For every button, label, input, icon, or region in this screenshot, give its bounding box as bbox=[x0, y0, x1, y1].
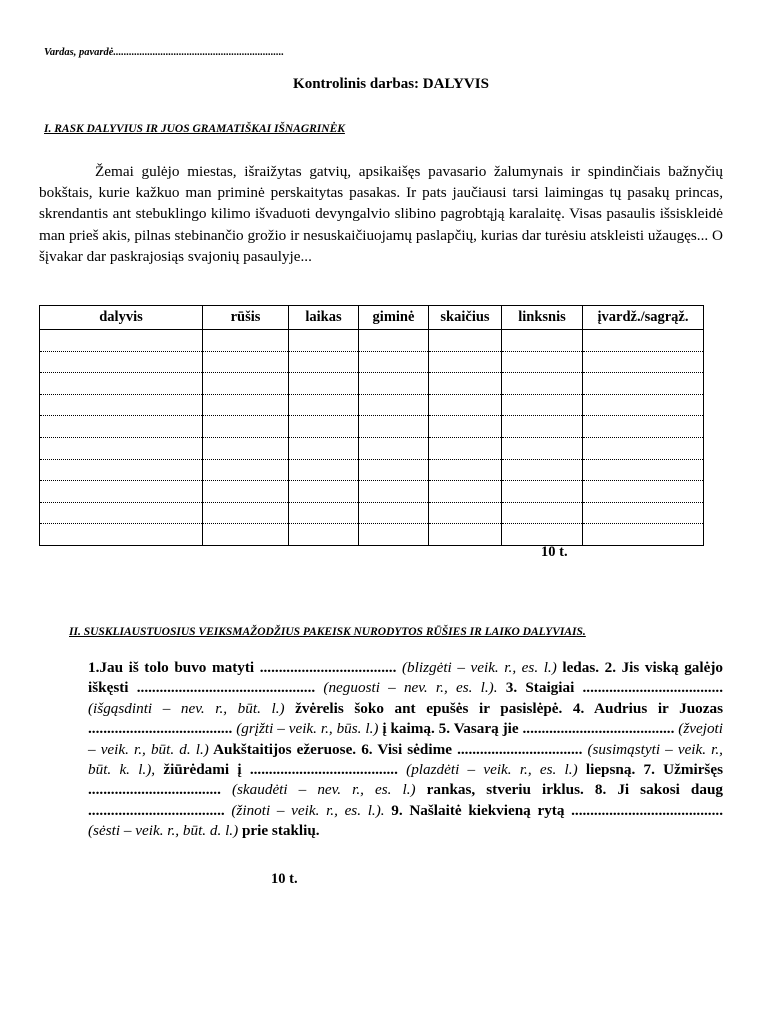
answer-cell[interactable] bbox=[40, 330, 203, 352]
answer-cell[interactable] bbox=[359, 502, 429, 524]
col-header-rusis: rūšis bbox=[203, 306, 289, 330]
answer-cell[interactable] bbox=[203, 481, 289, 503]
answer-cell[interactable] bbox=[429, 481, 502, 503]
section1-points: 10 t. bbox=[541, 544, 568, 560]
table-row bbox=[40, 459, 704, 481]
section1-text: Žemai gulėjo miestas, išraižytas gatvių, apsikaišęs pavasario žalumynais ir spindinčiais bažnyčių bokštais, kurie kažkuo man priminė perskaitytas pasakas. Ir pats jaučiausi tarsi laimingas tų pasakų princas, skrendantis ant stebuklingo kilimo išvaduoti devyngalvio slibino pagrobtąją karalaitę. Visas pasaulis išsiskleidė man prieš akis, pilnas stebinančio grožio ir nesuskaičiuojamų paslapčių, kurias dar turėsiu atskleisti užaugęs... O šįvakar dar paskrajosiąs svajonių pasaulyje... bbox=[39, 163, 723, 265]
analysis-table bbox=[39, 305, 704, 546]
col-header-ivardz: įvardž./sagrąž. bbox=[583, 306, 704, 330]
sentence-text: 3. Staigiai ..................................... bbox=[497, 679, 723, 697]
answer-cell[interactable] bbox=[502, 373, 583, 395]
answer-cell[interactable] bbox=[429, 416, 502, 438]
answer-cell[interactable] bbox=[583, 459, 704, 481]
answer-cell[interactable] bbox=[289, 373, 359, 395]
answer-cell[interactable] bbox=[203, 524, 289, 546]
answer-cell[interactable] bbox=[429, 437, 502, 459]
answer-cell[interactable] bbox=[502, 330, 583, 352]
answer-cell[interactable] bbox=[359, 394, 429, 416]
answer-cell[interactable] bbox=[502, 524, 583, 546]
answer-cell[interactable] bbox=[203, 373, 289, 395]
answer-cell[interactable] bbox=[289, 459, 359, 481]
verb-hint: (išgąsdinti – nev. r., būt. l.) bbox=[88, 699, 285, 717]
answer-cell[interactable] bbox=[429, 524, 502, 546]
answer-cell[interactable] bbox=[359, 524, 429, 546]
answer-cell[interactable] bbox=[359, 481, 429, 503]
answer-cell[interactable] bbox=[583, 524, 704, 546]
answer-cell[interactable] bbox=[289, 330, 359, 352]
sentence-text: prie staklių. bbox=[238, 822, 320, 840]
answer-cell[interactable] bbox=[502, 394, 583, 416]
col-header-gimine: giminė bbox=[359, 306, 429, 330]
answer-cell[interactable] bbox=[203, 459, 289, 481]
answer-cell[interactable] bbox=[203, 394, 289, 416]
table-row bbox=[40, 330, 704, 352]
answer-cell[interactable] bbox=[429, 373, 502, 395]
answer-cell[interactable] bbox=[40, 416, 203, 438]
section2-points: 10 t. bbox=[271, 871, 298, 887]
answer-cell[interactable] bbox=[583, 373, 704, 395]
answer-cell[interactable] bbox=[40, 459, 203, 481]
answer-cell[interactable] bbox=[502, 481, 583, 503]
col-header-dalyvis: dalyvis bbox=[40, 306, 203, 330]
section2-heading: II. SUSKLIAUSTUOSIUS VEIKSMAŽODŽIUS PAKEISK NURODYTOS RŪŠIES IR LAIKO DALYVIAIS. bbox=[69, 626, 586, 638]
answer-cell[interactable] bbox=[502, 437, 583, 459]
verb-hint: (neguosti – nev. r., es. l.). bbox=[323, 679, 498, 697]
answer-cell[interactable] bbox=[203, 351, 289, 373]
table-row bbox=[40, 394, 704, 416]
table-row bbox=[40, 351, 704, 373]
answer-cell[interactable] bbox=[289, 394, 359, 416]
sentence-text: liepsną. 7. Užmiršęs ................................... bbox=[88, 761, 723, 799]
answer-cell[interactable] bbox=[583, 394, 704, 416]
answer-cell[interactable] bbox=[40, 481, 203, 503]
answer-cell[interactable] bbox=[429, 502, 502, 524]
answer-cell[interactable] bbox=[359, 416, 429, 438]
answer-cell[interactable] bbox=[359, 373, 429, 395]
answer-cell[interactable] bbox=[40, 394, 203, 416]
section1-heading: I. RASK DALYVIUS IR JUOS GRAMATIŠKAI IŠNAGRINĖK bbox=[44, 123, 345, 135]
answer-cell[interactable] bbox=[40, 502, 203, 524]
answer-cell[interactable] bbox=[40, 437, 203, 459]
answer-cell[interactable] bbox=[502, 459, 583, 481]
answer-cell[interactable] bbox=[429, 394, 502, 416]
answer-cell[interactable] bbox=[40, 373, 203, 395]
answer-cell[interactable] bbox=[583, 351, 704, 373]
verb-hint: (grįžti – veik. r., būs. l.) bbox=[236, 720, 379, 738]
answer-cell[interactable] bbox=[359, 437, 429, 459]
sentence-text: Aukštaitijos ežeruose. 6. Visi sėdime ................................. bbox=[208, 740, 588, 758]
answer-cell[interactable] bbox=[359, 351, 429, 373]
answer-cell[interactable] bbox=[289, 481, 359, 503]
col-header-skaicius: skaičius bbox=[429, 306, 502, 330]
answer-cell[interactable] bbox=[203, 416, 289, 438]
answer-cell[interactable] bbox=[583, 330, 704, 352]
verb-hint: (skaudėti – nev. r., es. l.) bbox=[231, 781, 416, 799]
answer-cell[interactable] bbox=[429, 330, 502, 352]
answer-cell[interactable] bbox=[203, 330, 289, 352]
answer-cell[interactable] bbox=[203, 437, 289, 459]
verb-hint: (sėsti – veik. r., būt. d. l.) bbox=[88, 822, 239, 840]
answer-cell[interactable] bbox=[40, 351, 203, 373]
table-row bbox=[40, 373, 704, 395]
sentence-text: 9. Našlaitė kiekvieną rytą ........................................ bbox=[384, 801, 723, 819]
answer-cell[interactable] bbox=[289, 416, 359, 438]
answer-cell[interactable] bbox=[289, 351, 359, 373]
verb-hint: (plazdėti – veik. r., es. l.) bbox=[406, 761, 578, 779]
answer-cell[interactable] bbox=[502, 416, 583, 438]
table-header-row bbox=[40, 306, 704, 330]
answer-cell[interactable] bbox=[502, 502, 583, 524]
verb-hint: (susimąstyti – veik. r., būt. k. l.), bbox=[88, 740, 723, 779]
answer-cell[interactable] bbox=[583, 437, 704, 459]
answer-cell[interactable] bbox=[289, 502, 359, 524]
name-line: Vardas, pavardė................................................................. bbox=[44, 47, 285, 58]
verb-hint: (žinoti – veik. r., es. l.). bbox=[231, 801, 385, 819]
answer-cell[interactable] bbox=[583, 481, 704, 503]
verb-hint: (blizgėti – veik. r., es. l.) bbox=[401, 659, 557, 676]
sentence-text: žvėrelis šoko ant epušės ir pasislėpė. 4. Audrius ir Juozas ...................................... bbox=[88, 699, 723, 738]
page-title: Kontrolinis darbas: DALYVIS bbox=[293, 76, 489, 92]
table-row bbox=[40, 481, 704, 503]
sentence-text: žiūrėdami į ....................................... bbox=[155, 761, 407, 779]
answer-cell[interactable] bbox=[583, 416, 704, 438]
sentence-text: į kaimą. 5. Vasarą jie ........................................ bbox=[378, 720, 679, 738]
answer-cell[interactable] bbox=[203, 502, 289, 524]
answer-cell[interactable] bbox=[583, 502, 704, 524]
sentence-text: rankas, stveriu irklus. 8. Ji sakosi daug .................................... bbox=[88, 781, 723, 819]
table-row bbox=[40, 502, 704, 524]
sentence-text: ledas. 2. Jis viską galėjo iškęsti ............................................... bbox=[88, 659, 724, 697]
answer-cell[interactable] bbox=[429, 351, 502, 373]
answer-cell[interactable] bbox=[289, 437, 359, 459]
section2-exercise bbox=[88, 658, 723, 842]
col-header-linksnis: linksnis bbox=[502, 306, 583, 330]
table-row bbox=[40, 524, 704, 546]
answer-cell[interactable] bbox=[359, 330, 429, 352]
col-header-laikas: laikas bbox=[289, 306, 359, 330]
table-row bbox=[40, 416, 704, 438]
answer-cell[interactable] bbox=[502, 351, 583, 373]
answer-cell[interactable] bbox=[40, 524, 203, 546]
table-row bbox=[40, 437, 704, 459]
answer-cell[interactable] bbox=[429, 459, 502, 481]
answer-cell[interactable] bbox=[289, 524, 359, 546]
answer-cell[interactable] bbox=[359, 459, 429, 481]
verb-hint: (žvejoti – veik. r., būt. d. l.) bbox=[88, 720, 723, 758]
sentence-text: 1.Jau iš tolo buvo matyti .................................... bbox=[88, 659, 402, 676]
